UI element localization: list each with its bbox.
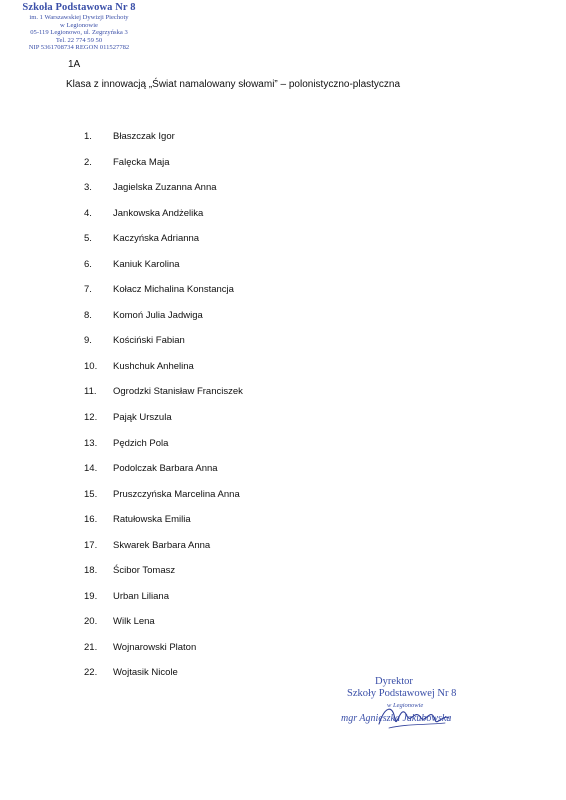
list-item-number: 1.: [84, 131, 92, 142]
class-title: Klasa z innowacją „Świat namalowany słowami” – polonistyczno-plastyczna: [66, 79, 401, 90]
student-name: Jagielska Zuzanna Anna: [113, 182, 217, 194]
student-name: Pruszczyńska Marcelina Anna: [113, 488, 240, 500]
list-item-number: 15.: [84, 488, 98, 500]
stamp-line-ids: NIP 5361708734 REGON 011527782: [28, 44, 130, 52]
list-item-number: 16.: [84, 514, 98, 526]
stamp-line-patron: im. 1 Warszawskiej Dywizji Piechoty: [29, 14, 129, 22]
student-name: Kołacz Michalina Konstancja: [113, 284, 234, 296]
stamp-line-town: w Legionowie: [60, 21, 98, 29]
student-name: Kościński Fabian: [113, 335, 185, 347]
list-item-number: 4.: [84, 207, 92, 219]
list-item: [84, 616, 243, 642]
list-item: [84, 233, 243, 259]
list-item: [84, 667, 243, 693]
student-list: [84, 131, 243, 693]
signature-name: mgr Agnieszka Jakubowska: [341, 713, 452, 724]
list-item-number: 3.: [84, 182, 92, 194]
list-item-number: 9.: [84, 335, 92, 347]
student-name: Podolczak Barbara Anna: [113, 463, 218, 475]
student-name: Skwarek Barbara Anna: [113, 539, 211, 551]
list-item: [84, 131, 243, 157]
list-item: [84, 412, 243, 438]
list-item: [84, 310, 243, 336]
list-item: [84, 514, 243, 540]
list-item-number: 8.: [84, 309, 92, 321]
student-name: Ogrodzki Stanisław Franciszek: [113, 386, 243, 398]
list-item-number: 14.: [84, 463, 98, 475]
student-name: Wojtasik Nicole: [113, 667, 178, 679]
list-item: [84, 591, 243, 617]
student-name: Błaszczak Igor: [113, 131, 175, 142]
student-name: Jankowska Andżelika: [113, 207, 204, 219]
list-item-number: 5.: [84, 233, 92, 245]
stamp-line-phone: Tel. 22 774 59 50: [55, 36, 103, 44]
list-item-number: 18.: [84, 565, 98, 577]
student-name: Kaczyńska Adrianna: [113, 233, 200, 245]
student-name: Ścibor Tomasz: [113, 565, 176, 577]
student-name: Kushchuk Anhelina: [113, 360, 194, 372]
list-item-number: 20.: [84, 616, 98, 628]
list-item: [84, 157, 243, 183]
list-item-number: 17.: [84, 539, 98, 551]
stamp-school-name: Szkoła Podstawowa Nr 8: [22, 2, 136, 13]
class-label: 1A: [68, 59, 81, 70]
list-item: [84, 489, 243, 515]
list-item: [84, 386, 243, 412]
list-item-number: 21.: [84, 641, 98, 653]
list-item-number: 2.: [84, 156, 92, 168]
signature-school: Szkoły Podstawowej Nr 8: [347, 688, 457, 699]
list-item: [84, 208, 243, 234]
director-signature-stamp: [335, 676, 475, 736]
student-name: Pająk Urszula: [113, 412, 172, 424]
list-item-number: 10.: [84, 360, 98, 372]
student-name: Kaniuk Karolina: [113, 258, 180, 270]
list-item-number: 11.: [84, 386, 97, 398]
student-name: Wilk Lena: [113, 616, 155, 628]
student-name: Urban Liliana: [113, 590, 169, 602]
list-item-number: 13.: [84, 437, 98, 449]
student-name: Komoń Julia Jadwiga: [113, 309, 203, 321]
list-item-number: 7.: [84, 284, 92, 296]
list-item: [84, 259, 243, 285]
handwritten-signature: [375, 694, 455, 734]
list-item: [84, 335, 243, 361]
list-item: [84, 540, 243, 566]
list-item: [84, 463, 243, 489]
list-item: [84, 284, 243, 310]
student-name: Falęcka Maja: [113, 156, 170, 168]
student-name: Ratułowska Emilia: [113, 514, 191, 526]
signature-place: w Legionowie: [387, 702, 424, 709]
list-item: [84, 565, 243, 591]
list-item: [84, 361, 243, 387]
school-stamp: [14, 2, 144, 52]
list-item-number: 19.: [84, 590, 98, 602]
list-item-number: 12.: [84, 412, 98, 424]
list-item-number: 22.: [84, 667, 98, 679]
list-item-number: 6.: [84, 258, 92, 270]
list-item: [84, 642, 243, 668]
signature-title: Dyrektor: [375, 676, 413, 687]
student-name: Wojnarowski Platon: [113, 641, 197, 653]
student-name: Pędzich Pola: [113, 437, 169, 449]
list-item: [84, 182, 243, 208]
list-item: [84, 438, 243, 464]
stamp-line-address: 05-119 Legionowo, ul. Zegrzyńska 3: [30, 29, 128, 37]
